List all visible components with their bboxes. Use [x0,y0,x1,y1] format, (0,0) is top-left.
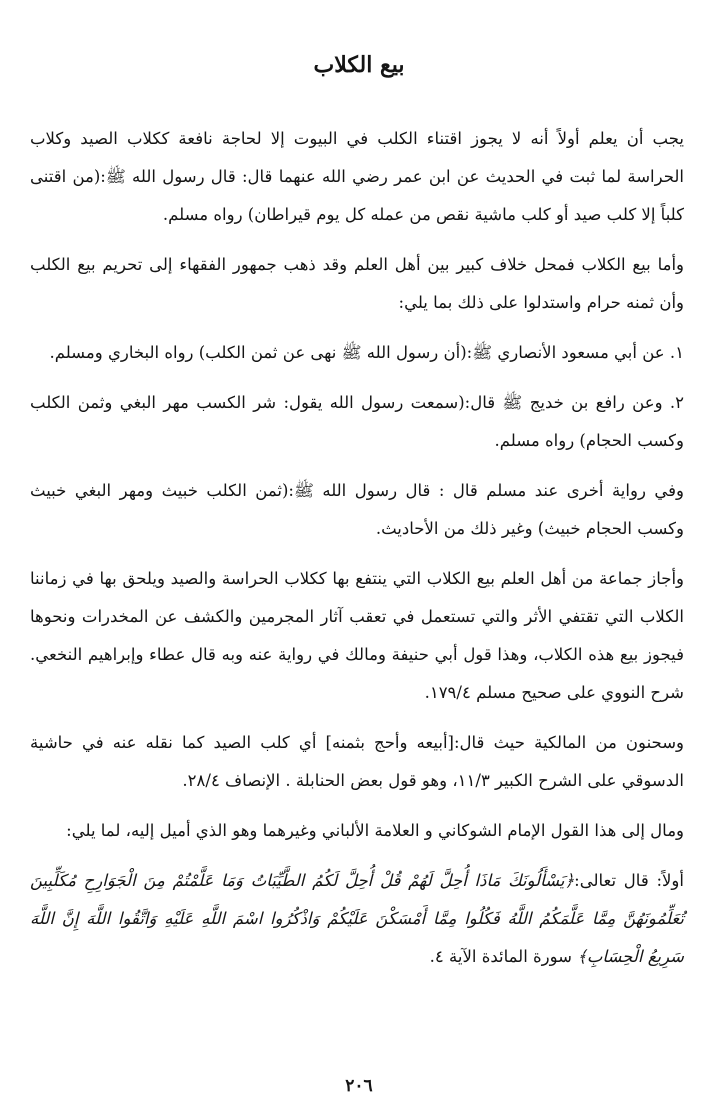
paragraph-permitting-view: وأجاز جماعة من أهل العلم بيع الكلاب التي ينتفع بها ككلاب الحراسة والصيد ويلحق بها في زماننا الكلاب التي تقتفي الأثر والتي تستعمل في تعقب آثار المجرمين والكشف عن المخدرات ونحوها فيجوز بيع هذه الكلاب، وهذا قول أبي حنيفة ومالك في رواية عنه وبه قال عطاء وإبراهيم النخعي. شرح النووي على صحيح مسلم ١٧٩/٤. [30,569,684,702]
page-title: بيع الكلاب [313,52,405,78]
paragraph-sahnun: وسحنون من المالكية حيث قال:[أبيعه وأحج بثمنه] أي كلب الصيد كما نقله عنه في حاشية الدسوقي على الشرح الكبير ١١/٣، وهو قول بعض الحنابلة . الإنصاف ٢٨/٤. [30,733,684,790]
verse-intro: أولاً: قال تعالى: [574,871,684,890]
verse-reference: سورة المائدة الآية ٤. [429,947,578,966]
paragraph-intro: يجب أن يعلم أولاً أنه لا يجوز اقتناء الكلب في البيوت إلا لحاجة نافعة ككلاب الصيد وكلاب الحراسة لما ثبت في الحديث عن ابن عمر رضي الله عنهما قال: قال رسول الله ﷺ:(من اقتنى كلباً إلا كلب صيد أو كلب ماشية نقص من عمله كل يوم قيراطان) رواه مسلم. [30,129,684,224]
page-number: ٢٠٦ [345,1076,373,1096]
paragraph-another-narration: وفي رواية أخرى عند مسلم قال : قال رسول الله ﷺ:(ثمن الكلب خبيث ومهر البغي خبيث وكسب الحجام خبيث) وغير ذلك من الأحاديث. [30,481,684,538]
quran-verse: ﴿يَسْأَلُونَكَ مَاذَا أُحِلَّ لَهُمْ قُلْ أُحِلَّ لَكُمُ الطَّيِّبَاتُ وَمَا عَلَّمْتُمْ مِنَ الْجَوَارِحِ مُكَلِّبِينَ تُعَلِّمُونَهُنَّ مِمَّا عَلَّمَكُمُ اللَّهُ فَكُلُوا مِمَّا أَمْسَكْنَ عَلَيْكُمْ وَاذْكُرُوا اسْمَ اللَّهِ عَلَيْهِ وَاتَّقُوا اللَّهَ إِنَّ اللَّهَ سَرِيعُ الْحِسَابِ﴾ [30,871,684,966]
body-text [30,120,684,988]
paragraph-verse [30,862,684,976]
paragraph-preferred-view: ومال إلى هذا القول الإمام الشوكاني و العلامة الألباني وغيرهما وهو الذي أميل إليه، لما يلي: [66,821,684,840]
paragraph-majority-view: وأما بيع الكلاب فمحل خلاف كبير بين أهل العلم وقد ذهب جمهور الفقهاء إلى تحريم بيع الكلب وأن ثمنه حرام واستدلوا على ذلك بما يلي: [30,255,684,312]
paragraph-evidence-1: ١. عن أبي مسعود الأنصاري ﷺ:(أن رسول الله ﷺ نهى عن ثمن الكلب) رواه البخاري ومسلم. [49,343,684,362]
paragraph-evidence-2: ٢. وعن رافع بن خديج ﷺ قال:(سمعت رسول الله يقول: شر الكسب مهر البغي وثمن الكلب وكسب الحجام) رواه مسلم. [30,393,684,450]
